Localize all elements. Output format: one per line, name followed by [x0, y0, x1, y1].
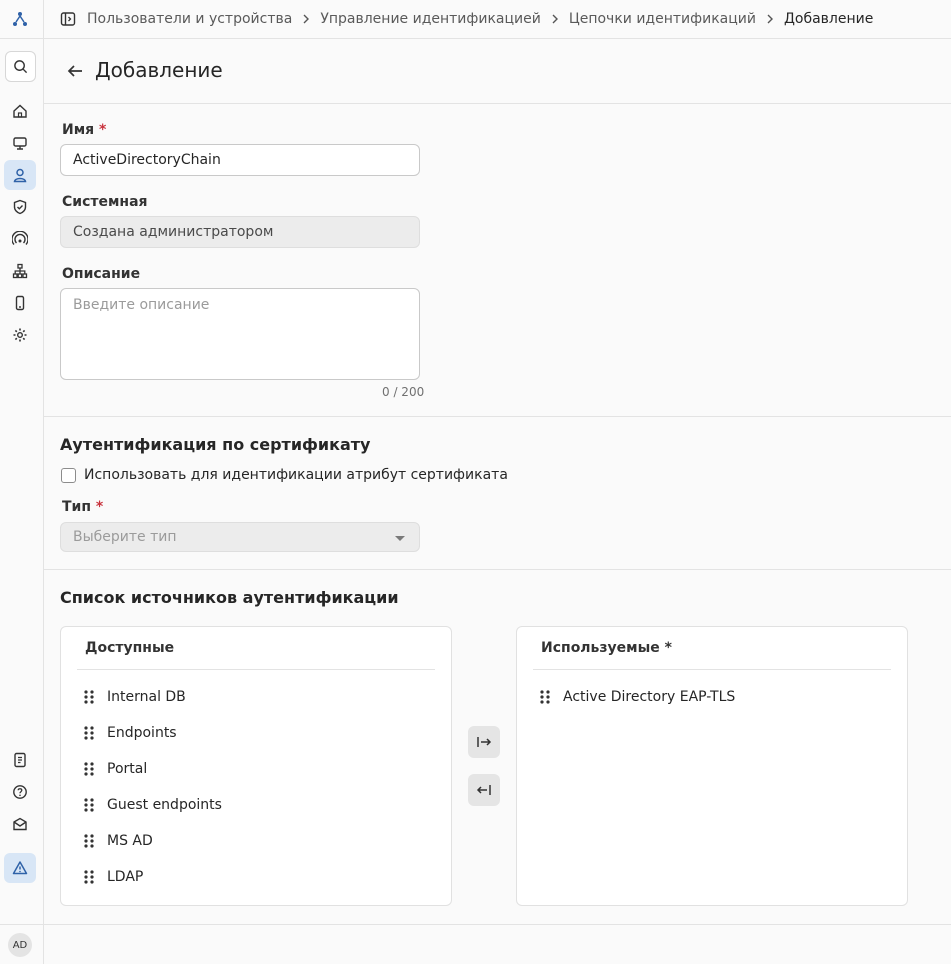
drag-handle-icon[interactable]	[539, 689, 551, 705]
list-item[interactable]	[83, 751, 147, 787]
drag-handle-icon[interactable]	[83, 833, 95, 849]
search-icon[interactable]	[5, 51, 36, 82]
users-icon[interactable]	[4, 160, 36, 190]
cert-auth-title: Аутентификация по сертификату	[60, 435, 371, 454]
system-label: Системная	[62, 194, 148, 210]
breadcrumb-current: Добавление	[783, 11, 874, 27]
description-textarea[interactable]: Введите описание	[60, 288, 420, 380]
source-label: MS AD	[107, 833, 153, 849]
list-item[interactable]	[83, 823, 153, 859]
used-header: Используемые *	[533, 627, 891, 670]
used-sources-list	[516, 626, 908, 906]
sidebar	[0, 0, 44, 964]
name-label: Имя *	[62, 122, 107, 138]
source-label: Internal DB	[107, 689, 186, 705]
breadcrumb-users-devices[interactable]: Пользователи и устройства	[87, 11, 293, 27]
breadcrumb-identity-management[interactable]: Управление идентификацией	[320, 11, 541, 27]
drag-handle-icon[interactable]	[83, 797, 95, 813]
page-header	[44, 39, 951, 104]
move-to-end-icon	[476, 734, 492, 750]
type-select-placeholder: Выберите тип	[73, 529, 177, 545]
shield-icon[interactable]	[4, 192, 36, 222]
page-title: Добавление	[95, 58, 223, 82]
list-item[interactable]	[83, 715, 177, 751]
alert-warning-icon[interactable]	[4, 853, 36, 883]
help-icon[interactable]	[4, 777, 36, 807]
source-label: Active Directory EAP-TLS	[563, 689, 736, 705]
drag-handle-icon[interactable]	[83, 689, 95, 705]
description-label: Описание	[62, 266, 141, 282]
system-field: Создана администратором	[60, 216, 420, 248]
cert-attribute-checkbox[interactable]	[61, 468, 76, 483]
move-right-button[interactable]	[468, 726, 500, 758]
list-item[interactable]	[83, 787, 222, 823]
sources-title: Список источников аутентификации	[60, 588, 399, 607]
back-arrow-icon[interactable]	[66, 62, 84, 80]
breadcrumb	[44, 0, 951, 39]
list-item[interactable]	[83, 859, 143, 895]
source-label: Portal	[107, 761, 148, 777]
source-label: Guest endpoints	[107, 797, 222, 813]
monitor-icon[interactable]	[4, 128, 36, 158]
collapse-panel-icon[interactable]	[60, 11, 76, 27]
chevron-right-icon	[541, 14, 569, 24]
available-header: Доступные	[77, 627, 435, 670]
chevron-right-icon	[292, 14, 320, 24]
chevron-right-icon	[756, 14, 784, 24]
drag-handle-icon[interactable]	[83, 761, 95, 777]
network-tree-icon[interactable]	[4, 256, 36, 286]
list-item[interactable]	[539, 679, 735, 715]
move-left-button[interactable]	[468, 774, 500, 806]
drag-handle-icon[interactable]	[83, 725, 95, 741]
drag-handle-icon[interactable]	[83, 869, 95, 885]
available-sources-list	[60, 626, 452, 906]
settings-gear-icon[interactable]	[4, 320, 36, 350]
broadcast-icon[interactable]	[4, 224, 36, 254]
type-label: Тип *	[62, 499, 104, 515]
source-label: LDAP	[107, 869, 144, 885]
list-item[interactable]	[83, 679, 186, 715]
type-select	[60, 522, 420, 552]
user-avatar[interactable]: AD	[8, 933, 32, 957]
source-label: Endpoints	[107, 725, 177, 741]
name-input[interactable]: ActiveDirectoryChain	[60, 144, 420, 176]
move-to-start-icon	[476, 782, 492, 798]
app-logo-icon[interactable]	[4, 4, 36, 34]
mobile-device-icon[interactable]	[4, 288, 36, 318]
cert-attribute-label[interactable]: Использовать для идентификации атрибут сертификата	[84, 467, 508, 483]
home-icon[interactable]	[4, 96, 36, 126]
mail-icon[interactable]	[4, 809, 36, 839]
license-icon[interactable]	[4, 745, 36, 775]
breadcrumb-identity-chains[interactable]: Цепочки идентификаций	[568, 11, 756, 27]
chevron-down-icon	[395, 536, 405, 541]
description-counter: 0 / 200	[382, 385, 425, 399]
